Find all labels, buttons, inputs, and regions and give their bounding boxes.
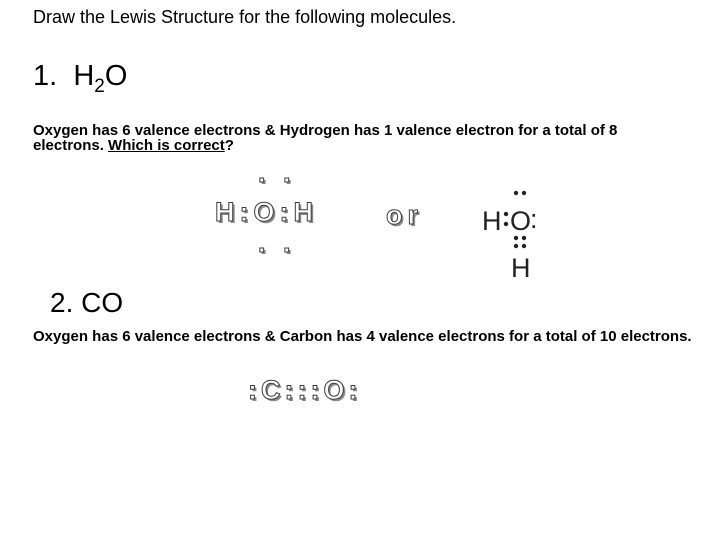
oxygen: O (510, 206, 532, 236)
question-1-prompt-end: ? (224, 137, 234, 154)
question-1-number: 1. (33, 60, 58, 92)
question-1-heading (33, 60, 127, 98)
water-lone-pair-bottom: . . (258, 228, 296, 258)
hydrogen-left: H (482, 206, 502, 236)
question-1-description (33, 123, 673, 153)
water-formula-h: H (73, 60, 95, 92)
hydrogen-bottom: H (511, 253, 531, 283)
water-dot-structure: H:O:H (215, 197, 318, 227)
lone-pair-top (514, 191, 526, 195)
question-2-heading: 2. CO (50, 287, 124, 318)
water-formula-o: O (104, 60, 128, 92)
bond-pair-bottom (514, 236, 526, 248)
question-2-description: Oxygen has 6 valence electrons & Carbon has 4 valence electrons for a total of 10 electrons. (33, 328, 692, 345)
slide-title: Draw the Lewis Structure for the following molecules. (33, 7, 457, 27)
bond-pair-left (504, 212, 508, 226)
question-1-prompt: Which is correct (108, 137, 225, 154)
or-label: or (386, 200, 423, 230)
question-1-text: Oxygen has 6 valence electrons & Hydrogen has 1 valence electron for a total of 8 electrons. (33, 122, 618, 154)
water-formula-subscript: 2 (94, 76, 105, 97)
lone-pair-right: : (530, 204, 538, 234)
co-dot-structure: :C:::O: (248, 375, 362, 405)
water-alt-structure (470, 184, 560, 284)
water-lone-pair-top: . . (258, 158, 296, 188)
